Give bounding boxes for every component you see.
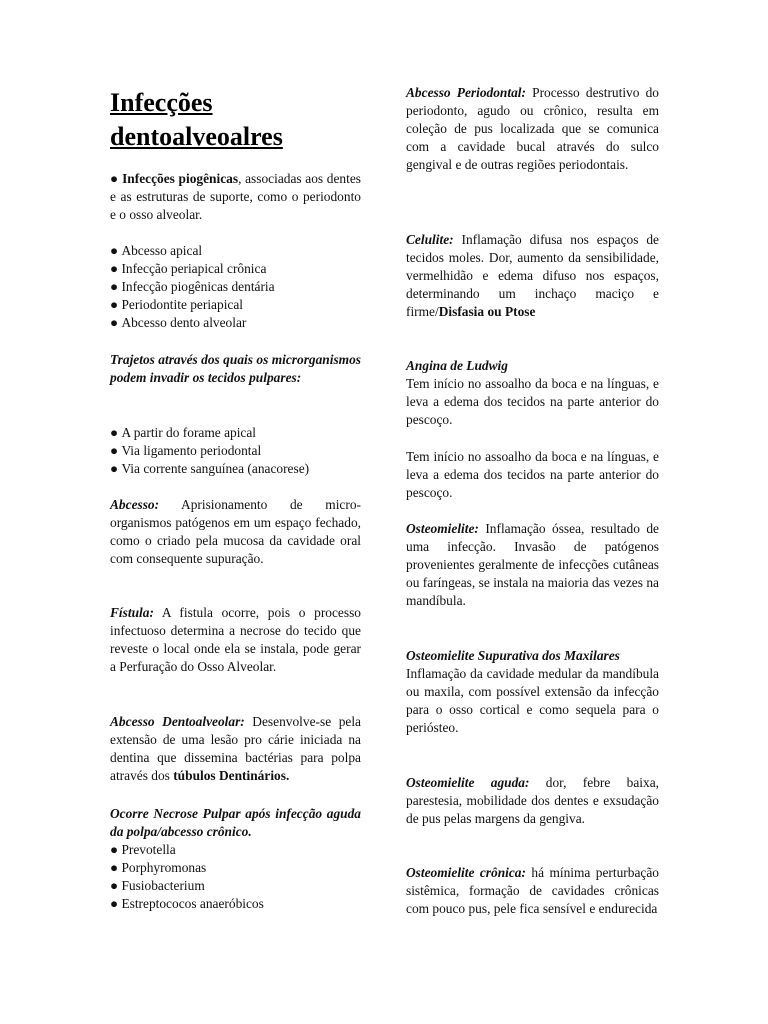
routes-heading: Trajetos através dos quais os microrganismos podem invadir os tecidos pulpares: (110, 352, 361, 386)
ludwig-label: Angina de Ludwig (406, 358, 508, 373)
routes-list (110, 424, 309, 478)
list-item: ● Infecção periapical crônica (110, 260, 275, 278)
celulite-bold: Disfasia ou Ptose (438, 304, 536, 320)
celulite-label: Celulite: (406, 232, 454, 247)
abcesso-label: Abcesso: (110, 497, 160, 512)
dentoalveolar-bold: túbulos Dentinários. (173, 768, 290, 784)
cronica-paragraph (406, 864, 659, 918)
list-item: ● Estreptococos anaeróbicos (110, 895, 264, 913)
list-item: ● Infecção piogênicas dentária (110, 278, 275, 296)
page-title: Infecções dentoalveoalres (110, 88, 283, 151)
ludwig-text-1: Tem início no assoalho da boca e na línguas, e leva a edema dos tecidos na parte anterior do pescoço. (406, 376, 659, 428)
list-item: ● Fusiobacterium (110, 877, 264, 895)
ludwig-paragraph (406, 357, 659, 429)
dentoalveolar-text: Desenvolve-se pela extensão de uma lesão pro cárie iniciada na dentina que dissemina bactérias para polpa através dos (110, 714, 361, 784)
list-item: ● A partir do forame apical (110, 424, 309, 442)
periodontal-label: Abcesso Periodontal: (406, 85, 526, 100)
fistula-text: A fistula ocorre, pois o processo infectuoso determina a necrose do tecido que reveste o local onde ela se instala, pode gerar a Perfuração do Osso Alveolar. (110, 605, 361, 675)
supurativa-label: Osteomielite Supurativa dos Maxilares (406, 648, 620, 663)
dentoalveolar-label: Abcesso Dentoalveolar: (110, 714, 245, 729)
fistula-paragraph (110, 604, 361, 676)
aguda-paragraph (406, 774, 659, 828)
list-item: ● Periodontite periapical (110, 296, 275, 314)
abcesso-text: Aprisionamento de micro-organismos patógenos em um espaço fechado, como o criado pela mucosa da cavidade oral com consequente supuração. (110, 497, 361, 567)
necrose-heading: Ocorre Necrose Pulpar após infecção aguda da polpa/abcesso crônico. (110, 806, 361, 840)
intro-paragraph (110, 170, 361, 224)
periodontal-text: Processo destrutivo do periodonto, agudo ou crônico, resulta em coleção de pus localizada que se comunica com a cavidade bucal através do sulco gengival e de outras regiões periodontais. (406, 85, 659, 173)
osteomielite-paragraph (406, 520, 659, 610)
cronica-text: há mínima perturbação sistêmica, formação de cavidades crônicas com pouco pus, pele fica sensível e endurecida (406, 865, 659, 917)
osteomielite-text: Inflamação óssea, resultado de uma infecção. Invasão de patógenos provenientes geralmente de infecções cutâneas ou faríngeas, se instala na maioria das vezes na mandíbula. (406, 521, 659, 609)
osteomielite-label: Osteomielite: (406, 521, 479, 536)
supurativa-paragraph (406, 647, 659, 737)
aguda-label: Osteomielite aguda: (406, 775, 530, 790)
celulite-text: Inflamação difusa nos espaços de tecidos moles. Dor, aumento da sensibilidade, vermelhidão e edema difuso nos espaços, determinando um inchaço maciço e firme/ (406, 232, 659, 320)
celulite-paragraph (406, 231, 659, 321)
periodontal-paragraph (406, 84, 659, 174)
list-item: ● Abcesso apical (110, 242, 275, 260)
intro-label: Infecções piogênicas (122, 171, 239, 186)
fistula-label: Fístula: (110, 605, 154, 620)
intro-text: , associadas aos dentes e as estruturas de suporte, como o periodonto e o osso alveolar. (110, 171, 362, 223)
bullet-glyph: ● (110, 171, 123, 186)
list-item: ● Via ligamento periodontal (110, 442, 309, 460)
list-item: ● Prevotella (110, 841, 264, 859)
dentoalveolar-paragraph (110, 713, 361, 785)
infection-types-list (110, 242, 275, 332)
list-item: ● Porphyromonas (110, 859, 264, 877)
aguda-text: dor, febre baixa, parestesia, mobilidade dos dentes e exsudação de pus pelas margens da gengiva. (406, 775, 659, 827)
list-item: ● Abcesso dento alveolar (110, 314, 275, 332)
ludwig-repeat-paragraph: Tem início no assoalho da boca e na línguas, e leva a edema dos tecidos na parte anterior do pescoço. (406, 449, 659, 501)
bacteria-list (110, 841, 264, 913)
abcesso-paragraph (110, 496, 361, 568)
list-item: ● Via corrente sanguínea (anacorese) (110, 460, 309, 478)
supurativa-text: Inflamação da cavidade medular da mandíbula ou maxila, com possível extensão da infecção para o osso cortical e como sequela para o periósteo. (406, 666, 659, 736)
cronica-label: Osteomielite crônica: (406, 865, 526, 880)
